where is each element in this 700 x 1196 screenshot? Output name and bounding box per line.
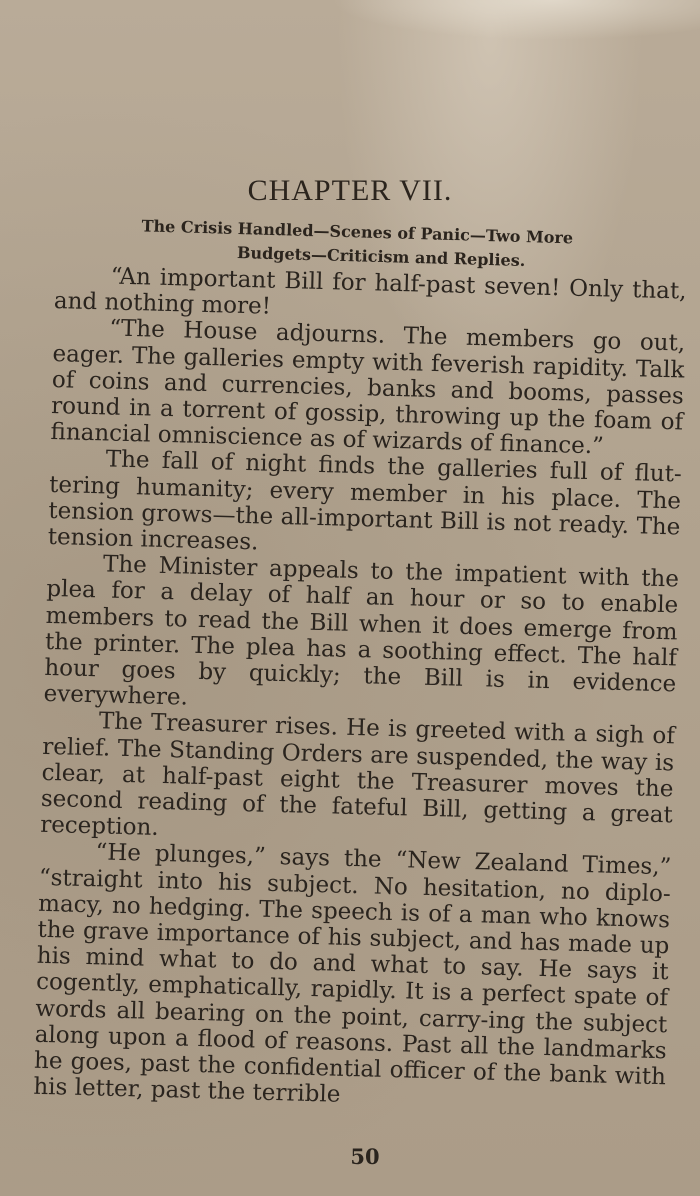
paragraph: The Minister appeals to the impatient with the plea for a delay of half an hour or so to enable members to read the Bill when it does emerge from the printer. The plea has a soothing effect. The half hour goes by quickly; the Bill is in evidence everywhere. — [43, 551, 680, 711]
paragraph: “The House adjourns. The members go out, eager. The galleries empty with feverish rapidity. Talk of coins and currencies, banks and booms, passes round in a torrent of gossip, throwing up the foam of financial omniscience as of wizards of finance.” — [50, 315, 686, 460]
chapter-title: CHAPTER VII. — [247, 174, 453, 207]
paragraph: The Treasurer rises. He is greeted with a sigh of relief. The Standing Orders are suspended, the way is clear, at half-past eight the Treasurer moves the second reading of the fateful Bill, getting a great reception. — [39, 708, 676, 842]
paragraph: The fall of night finds the galleries full of flut-tering humanity; every member in his place. The tension grows—the all-important Bill is not ready. The tension increases. — [47, 446, 682, 556]
page-number: 50 — [350, 1144, 380, 1169]
chapter-summary-line-2: Budgets—Criticism and Replies. — [236, 243, 526, 271]
paragraph: “An important Bill for half-past seven! Only that, and nothing more! — [53, 263, 687, 320]
chapter-summary-line-1: The Crisis Handled—Scenes of Panic—Two More — [141, 216, 574, 248]
paper-stain — [330, 0, 700, 40]
paragraph: “He plunges,” says the “New Zealand Times,” “straight into his subject. No hesitation, no diplo-macy, no hedging. The speech is of a man who knows the grave importance of his subject, and has made up his mind what to do and what to say. He says it cogently, emphatically, rapidly. It is a perfect spate of words all bearing on the point, carry-ing the subject along upon a flood of reasons. Past all the landmarks he goes, past the confidential officer of the bank with his letter, past the terrible — [33, 839, 672, 1109]
body-text — [33, 262, 687, 1117]
